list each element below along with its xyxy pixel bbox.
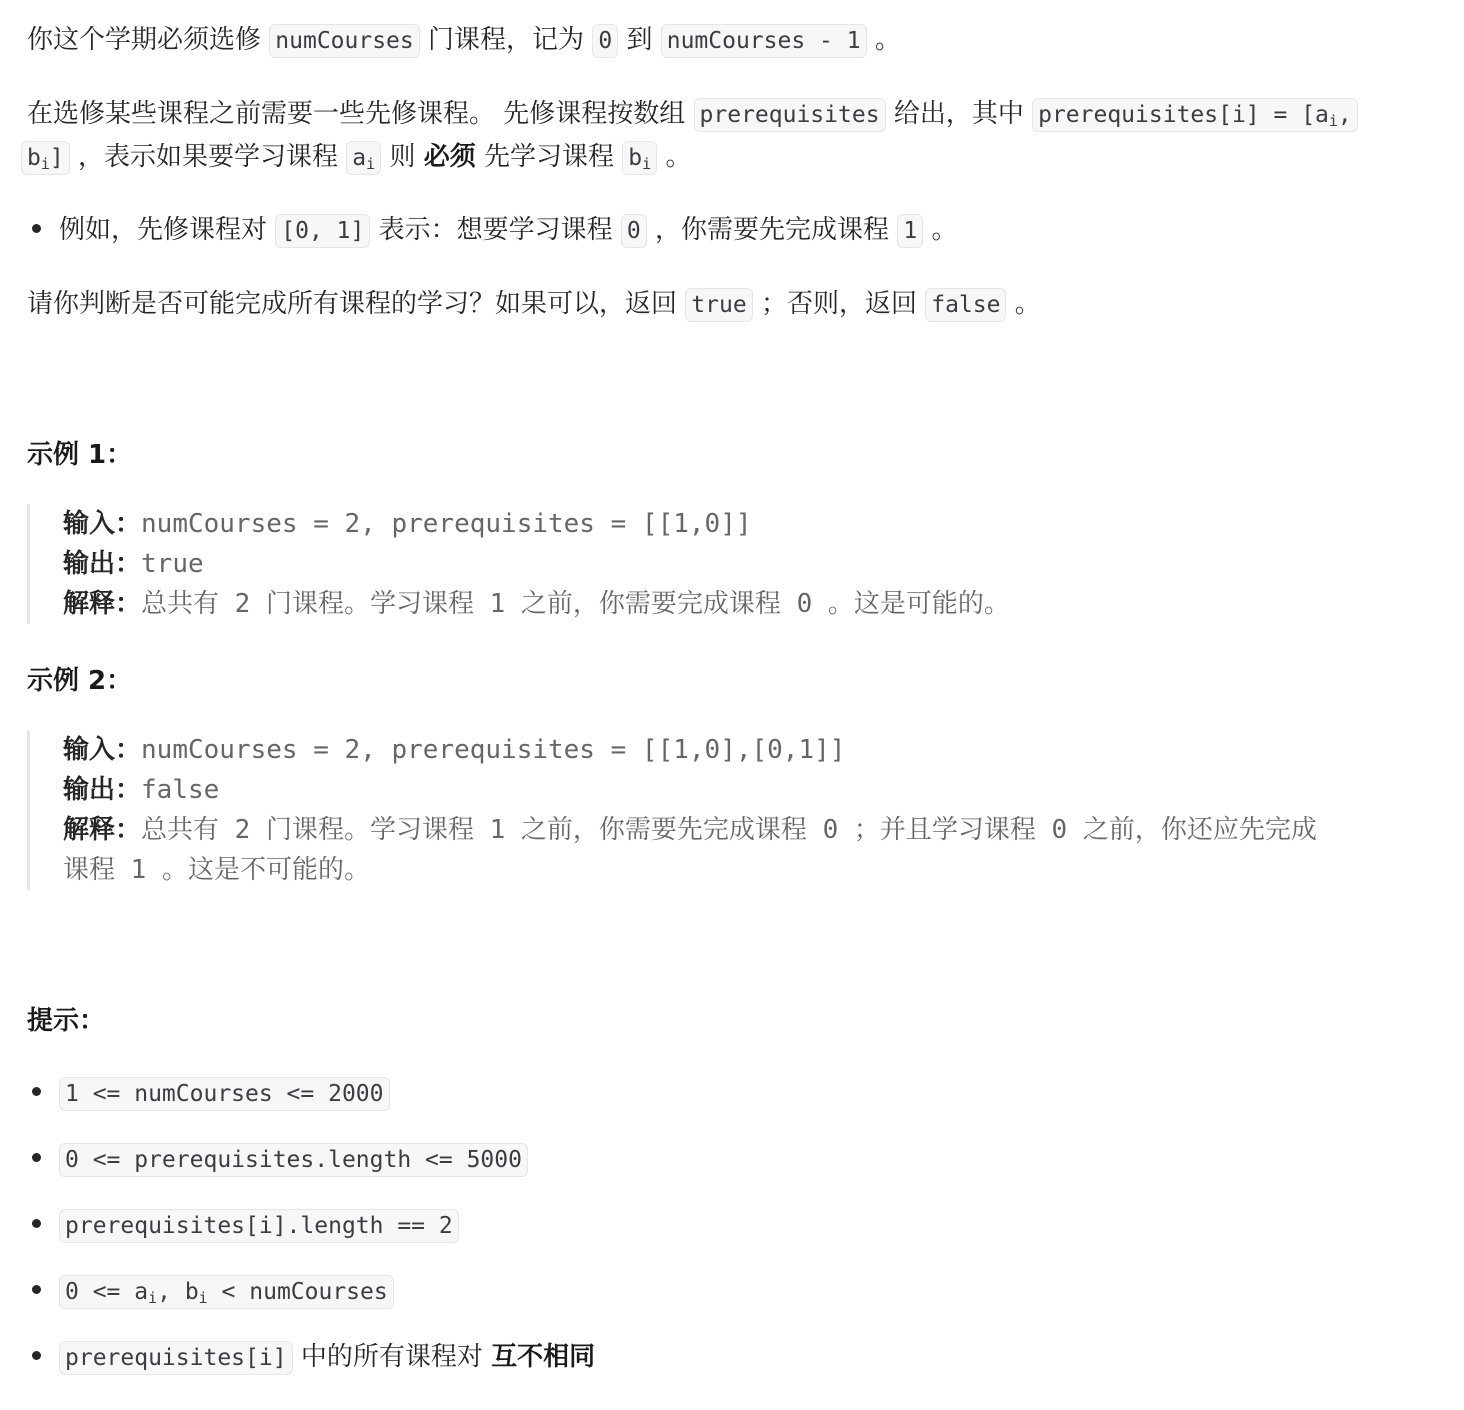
- example-input-line: [63, 504, 1448, 544]
- inline-code: prerequisites: [694, 98, 886, 132]
- subscript: i: [1328, 112, 1338, 130]
- bullet-icon: [32, 1351, 41, 1360]
- bullet-text: 例如，先修课程对: [59, 215, 268, 245]
- subscript: i: [198, 1289, 208, 1307]
- bullet-icon: [32, 224, 41, 233]
- bullet-text: ，你需要先完成课程: [655, 215, 890, 245]
- inline-code: false: [925, 288, 1006, 322]
- intro-text: 。: [874, 25, 901, 55]
- inline-code: numCourses: [269, 24, 419, 58]
- hint-code: 0 <= prerequisites.length <= 5000: [59, 1143, 528, 1177]
- example-output-line: [63, 770, 1448, 810]
- code-part: < numCourses: [207, 1279, 388, 1305]
- hints-heading: 提示：: [27, 1006, 106, 1036]
- explain-value: 总共有 2 门课程。学习课程 1 之前，你需要先完成课程 0 ；并且学习课程 0 之前，你还应先完成: [141, 815, 1317, 845]
- inline-code: 0: [592, 24, 618, 58]
- hint-code: prerequisites[i].length == 2: [59, 1209, 459, 1243]
- bold-text: 互不相同: [491, 1342, 596, 1372]
- intro-text: 你这个学期必须选修: [27, 25, 262, 55]
- code-part: b: [27, 145, 41, 171]
- intro-text: 门课程，记为: [428, 25, 585, 55]
- code-part: prerequisites[i] = [a: [1038, 102, 1329, 128]
- bullet-icon: [32, 1087, 41, 1096]
- inline-code: [1032, 98, 1358, 132]
- intro-text: ；否则，返回: [760, 289, 917, 319]
- intro-paragraph-2-line-1: [27, 96, 1358, 133]
- subscript: i: [148, 1289, 158, 1307]
- intro-text: 。: [665, 142, 692, 172]
- intro-text: 请你判断是否可能完成所有课程的学习？如果可以，返回: [27, 289, 678, 319]
- intro-paragraph-3: [27, 286, 1041, 323]
- bold-text: 必须: [423, 142, 476, 172]
- code-part: b: [628, 145, 643, 171]
- subscript: i: [366, 155, 376, 173]
- hint-item-2: [27, 1139, 528, 1180]
- explain-label: 解释：: [63, 589, 142, 619]
- intro-text: 则: [389, 142, 416, 172]
- bullet-text: 。: [931, 215, 958, 245]
- bullet-icon: [32, 1285, 41, 1294]
- output-value: false: [141, 775, 220, 805]
- example-1-heading: 示例 1：: [27, 440, 133, 470]
- code-part: ,: [1337, 102, 1352, 128]
- input-label: 输入：: [63, 735, 142, 765]
- code-part: a: [352, 145, 367, 171]
- example-bullet: [27, 212, 957, 249]
- inline-code: 1: [897, 214, 923, 248]
- bullet-icon: [32, 1219, 41, 1228]
- code-part: 0 <= a: [65, 1279, 149, 1305]
- bullet-text: 表示：想要学习课程: [378, 215, 613, 245]
- output-value: true: [141, 549, 204, 579]
- intro-text: ，表示如果要学习课程: [78, 142, 339, 172]
- example-explain-line: [63, 584, 1448, 624]
- hint-code: prerequisites[i]: [59, 1341, 293, 1375]
- inline-code: 0: [621, 214, 647, 248]
- subscript: i: [642, 155, 652, 173]
- inline-code: numCourses - 1: [661, 24, 867, 58]
- hint-text: 中的所有课程对: [300, 1342, 483, 1372]
- intro-text: 给出，其中: [893, 99, 1024, 129]
- inline-code: [0, 1]: [275, 214, 370, 248]
- example-1-block: [27, 504, 1448, 624]
- example-input-line: [63, 730, 1448, 770]
- intro-text: 在选修某些课程之前需要一些先修课程。 先修课程按数组: [27, 99, 686, 129]
- hint-code: 1 <= numCourses <= 2000: [59, 1077, 390, 1111]
- code-part: ]: [49, 145, 64, 171]
- input-value: numCourses = 2, prerequisites = [[1,0],[0,1]]: [141, 735, 846, 765]
- bullet-icon: [32, 1153, 41, 1162]
- explain-label: 解释：: [63, 815, 142, 845]
- intro-paragraph-2-line-2: [27, 139, 691, 176]
- intro-paragraph-1: [27, 22, 901, 59]
- input-value: numCourses = 2, prerequisites = [[1,0]]: [141, 509, 752, 539]
- code-part: , b: [157, 1279, 199, 1305]
- hint-item-4: [27, 1271, 394, 1312]
- intro-text: 先学习课程: [484, 142, 615, 172]
- example-2-heading: 示例 2：: [27, 666, 133, 696]
- hint-item-3: [27, 1205, 459, 1246]
- hint-code: [59, 1275, 394, 1309]
- hint-item-5: [27, 1337, 595, 1378]
- output-label: 输出：: [63, 549, 142, 579]
- inline-code: true: [685, 288, 752, 322]
- output-label: 输出：: [63, 775, 142, 805]
- intro-text: 。: [1014, 289, 1041, 319]
- subscript: i: [40, 155, 50, 173]
- inline-code: [21, 141, 70, 175]
- hint-item-1: [27, 1073, 390, 1114]
- example-2-block: [27, 730, 1448, 890]
- intro-text: 到: [626, 25, 653, 55]
- example-output-line: [63, 544, 1448, 584]
- inline-code: [622, 141, 657, 175]
- input-label: 输入：: [63, 509, 142, 539]
- example-explain-line: [63, 810, 1448, 850]
- explain-value: 总共有 2 门课程。学习课程 1 之前，你需要完成课程 0 。这是可能的。: [141, 589, 1010, 619]
- example-explain-line-2: 课程 1 。这是不可能的。: [63, 855, 370, 885]
- inline-code: [346, 141, 381, 175]
